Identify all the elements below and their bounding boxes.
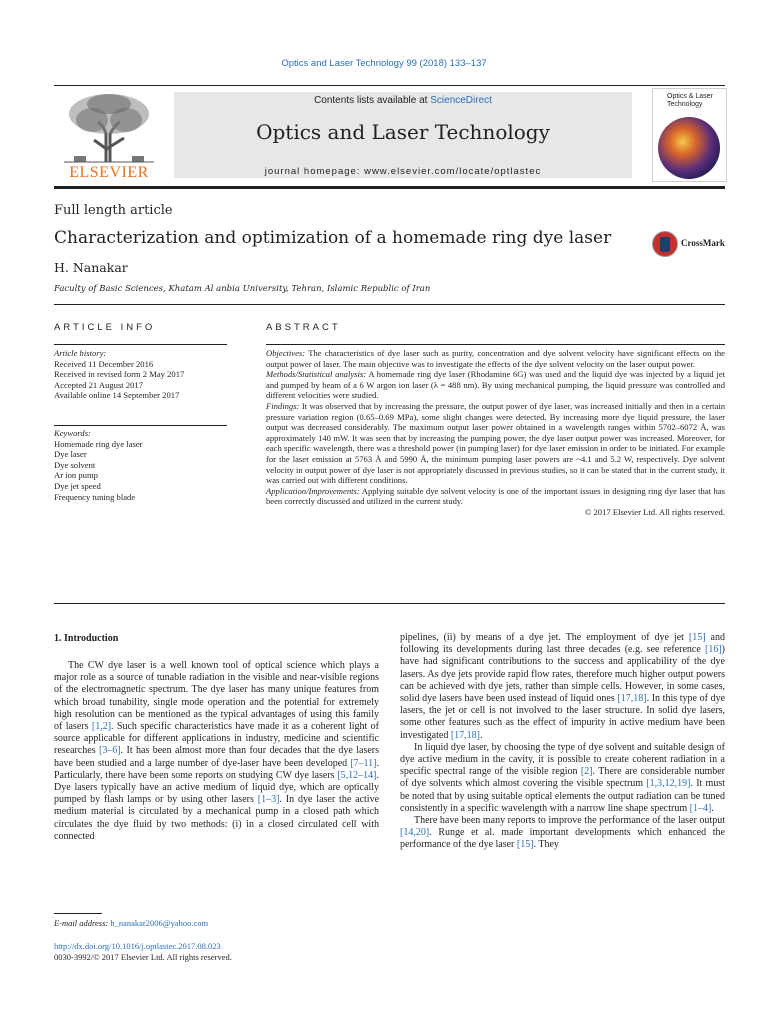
crossmark-button[interactable] bbox=[652, 229, 725, 261]
crossmark-label: CrossMark bbox=[681, 238, 725, 248]
section-heading-introduction: 1. Introduction bbox=[54, 633, 119, 644]
article-info-rule bbox=[54, 344, 227, 345]
title-separator bbox=[54, 304, 725, 305]
author-affiliation: Faculty of Basic Sciences, Khatam Al anbia University, Tehran, Islamic Republic of Iran bbox=[54, 284, 431, 294]
article-info-heading: ARTICLE INFO bbox=[54, 322, 156, 333]
elsevier-tree-icon bbox=[54, 90, 164, 164]
email-label: E-mail address: bbox=[54, 918, 111, 928]
body-paragraph: There have been many reports to improve the performance of the laser output [14,20]. Runge et al. made important developments which enhanced the performance of the dye laser [15]. They bbox=[400, 815, 725, 851]
elsevier-logo[interactable] bbox=[54, 90, 164, 182]
keywords-rule bbox=[54, 425, 227, 426]
journal-citation[interactable]: Optics and Laser Technology 99 (2018) 133–137 bbox=[281, 58, 487, 69]
header-bottom-rule bbox=[54, 186, 725, 189]
footnote-rule bbox=[54, 913, 102, 914]
keyword-item: Dye laser bbox=[54, 449, 87, 460]
abstract-methods: Methods/Statistical analysis: A homemade ring dye laser (Rhodamine 6G) was used and the liquid dye was injected by a liquid jet and pumped by beam of a 6 W argon ion laser (λ = 488 nm). By using mechanical pumping, the liquid pressure was controlled and different velocities were studied. bbox=[266, 369, 725, 401]
issn-copyright: 0030-3992/© 2017 Elsevier Ltd. All rights reserved. bbox=[54, 952, 232, 962]
article-history bbox=[54, 348, 229, 401]
reference-link[interactable]: [1,2] bbox=[91, 721, 112, 733]
article-title: Characterization and optimization of a homemade ring dye laser bbox=[54, 228, 612, 248]
history-item: Available online 14 September 2017 bbox=[54, 390, 180, 401]
email-link[interactable]: h_nanakar2006@yahoo.com bbox=[110, 918, 209, 928]
history-item: Received in revised form 2 May 2017 bbox=[54, 369, 185, 380]
abstract-findings: Findings: It was observed that by increasing the pressure, the output power of dye laser, was increased initially and then in a certain pressure variation region (0.65–0.69 MPa), some slight changes were detected. By increasing more dye liquid pressure, the laser output was decreased considerably. The maximum output laser power obtained in a wavelength ranges within 5702–6072 Å, was approximately 140 mW. It was seen that by increasing the pumping power, the dye laser output power was increased. Moreover, for each specific wavelength, there was a threshold power (in pumping laser) for dye laser emission in order to be initiated. For example for the laser emission at 5763 Å and 5990 Å, the minimum pumping laser powers are ~4.1 and 5.2 W, respectively. Dye solvent velocity in output power of dye laser is not appropriately discussed in previous studies, so it can be stated that in the current study, it was carried out with different conditions. bbox=[266, 400, 725, 486]
reference-link[interactable]: [1–4] bbox=[689, 802, 712, 814]
abstract-body bbox=[266, 348, 725, 518]
history-item: Accepted 21 August 2017 bbox=[54, 379, 144, 390]
reference-link[interactable]: [15] bbox=[516, 839, 534, 851]
contents-line bbox=[174, 95, 632, 106]
keyword-item: Ar ion pump bbox=[54, 470, 98, 481]
author-email-footnote bbox=[54, 918, 208, 928]
crossmark-icon bbox=[652, 231, 678, 257]
keyword-item: Dye jet speed bbox=[54, 480, 101, 491]
sciencedirect-link[interactable]: ScienceDirect bbox=[430, 95, 492, 106]
body-column-left bbox=[54, 660, 379, 843]
keyword-item: Frequency tuning blade bbox=[54, 491, 136, 502]
body-paragraph: In liquid dye laser, by choosing the type of dye solvent and suitable design of dye active medium in the cavity, it is possible to create coherent radiation in a specific spectral range of the visible region [2]. There are considerable number of dye solvents which almost covering the visible spectrum [1,3,12,19]. It must be noted that by using suitable optical elements the output radiation can be tuned consistently in a specific wavelength with a narrow line shape spectrum [1–4]. bbox=[400, 741, 725, 814]
cover-title: Optics & Laser Technology bbox=[667, 93, 713, 108]
reference-link[interactable]: [3–6] bbox=[99, 745, 121, 757]
reference-link[interactable]: [16] bbox=[704, 644, 722, 656]
keyword-item: Homemade ring dye laser bbox=[54, 438, 143, 449]
reference-link[interactable]: [1,3,12,19] bbox=[646, 778, 691, 790]
article-type: Full length article bbox=[54, 203, 173, 218]
journal-cover-image[interactable] bbox=[652, 88, 727, 182]
body-column-right bbox=[400, 632, 725, 852]
reference-link[interactable]: [17,18] bbox=[450, 729, 480, 741]
history-item: Received 11 December 2016 bbox=[54, 358, 154, 369]
abstract-application: Application/Improvements: Applying suitable dye solvent velocity is one of the important issues in designing ring dye laser that has been correctly discussed and utilized in the current study. bbox=[266, 485, 725, 507]
keywords-label: Keywords: bbox=[54, 428, 91, 438]
reference-link[interactable]: [5,12–14] bbox=[337, 769, 377, 781]
body-paragraph: pipelines, (ii) by means of a dye jet. The employment of dye jet [15] and following its developments during last three decades (e.g. see reference [16]) have had significant contributions to the success and applicability of the dye lasers. As dye jets provide rapid flow rates, therefore much higher output powers can be achieved with dye jets, rather than simple cells. However, in some cases, solid dye lasers have been used instead of liquid ones [17,18]. In this type of dye lasers, the jet or cell is not involved to the laser structure. In solid dye lasers, some other features such as the effect of impurity in active medium have been investigated [17,18]. bbox=[400, 632, 726, 741]
reference-link[interactable]: [7–11] bbox=[350, 757, 377, 769]
doi-link[interactable]: http://dx.doi.org/10.1016/j.optlastec.2017.08.023 bbox=[54, 941, 221, 951]
abstract-heading: ABSTRACT bbox=[266, 322, 341, 333]
header-top-rule bbox=[54, 85, 725, 86]
cover-art bbox=[658, 117, 720, 179]
abstract-rule bbox=[266, 344, 725, 345]
reference-link[interactable]: [17,18] bbox=[617, 693, 647, 705]
abstract-separator bbox=[54, 603, 725, 604]
contents-prefix: Contents lists available at bbox=[314, 95, 431, 106]
keyword-item: Dye solvent bbox=[54, 459, 96, 470]
author-name: H. Nanakar bbox=[54, 260, 128, 275]
journal-homepage[interactable]: journal homepage: www.elsevier.com/locate/optlastec bbox=[264, 166, 542, 177]
journal-title: Optics and Laser Technology bbox=[256, 120, 550, 144]
reference-link[interactable]: [1–3] bbox=[257, 794, 280, 806]
body-paragraph: The CW dye laser is a well known tool of optical science which plays a major role as a source of tunable radiation in the visible and near-visible regions of the electromagnetic spectrum. The dye laser has many unique features from which broad tunability, single mode operation and the potential for extremely high resolution can be mentioned as the typical advantages of using this family of lasers [1,2]. Such specific characteristics have made it as a coherent light of source applicable for different applications in industry, medicine and scientific researches [3–6]. It has been almost more than four decades that the dye lasers have been studied and a large number of dye-laser have been developed [7–11]. Particularly, there have been some reports on studying CW dye lasers [5,12–14]. Dye lasers typically have an active medium of liquid dye, which are optically pumped by flash lamps or by using other lasers [1–3]. In dye laser the active medium material is circulated by a mechanical pump in a closed path which circulates the dye fluid by two methods: (i) in a closed circulated cell with connected bbox=[54, 660, 380, 842]
abstract-copyright: © 2017 Elsevier Ltd. All rights reserved. bbox=[584, 506, 725, 517]
reference-link[interactable]: [14,20] bbox=[400, 827, 430, 839]
reference-link[interactable]: [2] bbox=[580, 766, 593, 778]
keywords-list bbox=[54, 428, 229, 502]
abstract-objectives: Objectives: The characteristics of dye laser such as purity, concentration and dye solvent velocity have significant effects on the output power of laser. The main objective was to investigate the effects of the dye solvent velocity on the laser output power. bbox=[266, 348, 725, 369]
elsevier-wordmark: ELSEVIER bbox=[69, 164, 149, 181]
history-label: Article history: bbox=[54, 348, 107, 358]
reference-link[interactable]: [15] bbox=[688, 632, 706, 643]
